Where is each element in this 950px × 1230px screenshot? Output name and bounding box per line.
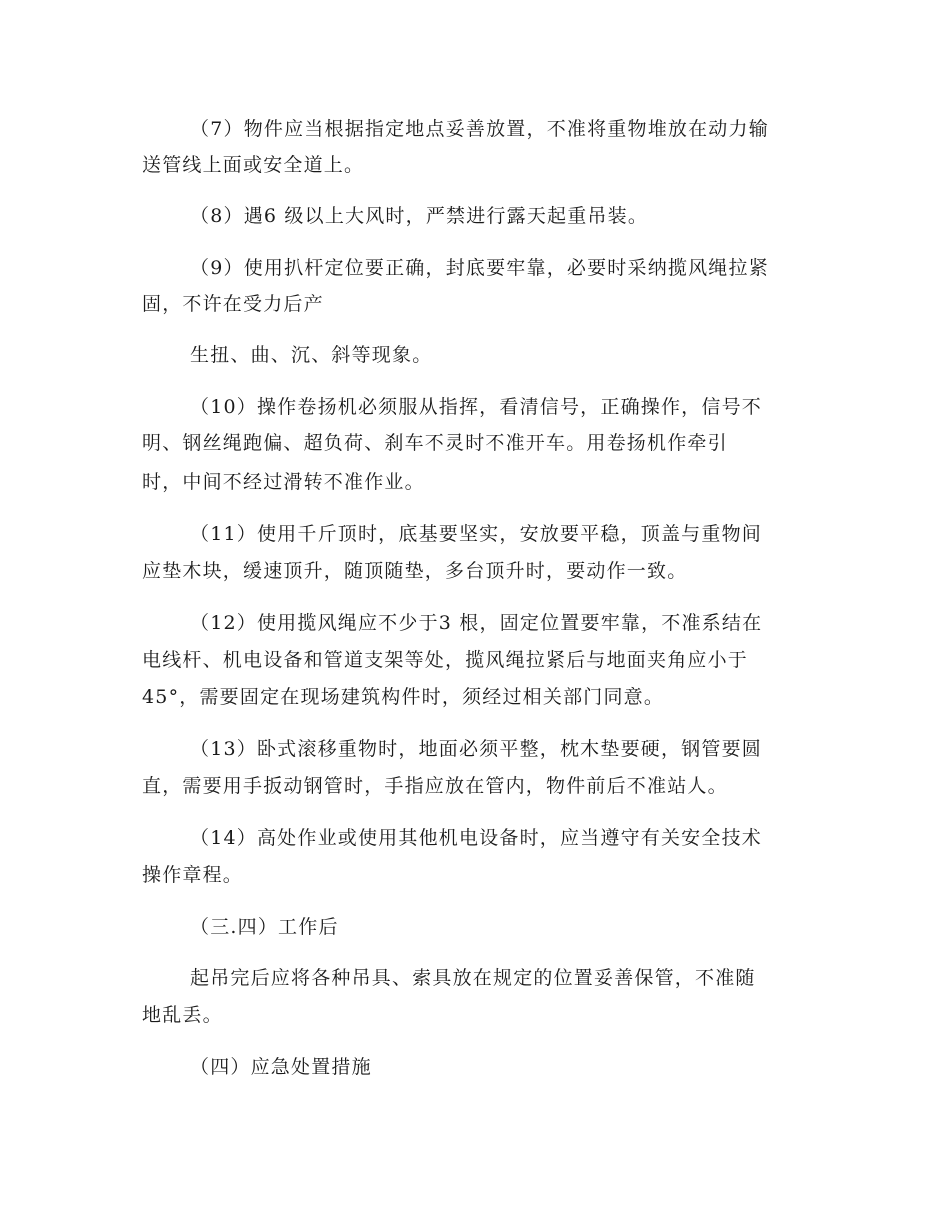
paragraph-14-line-1: （14）高处作业或使用其他机电设备时，应当遵守有关安全技术 [190,827,762,849]
section-heading-emergency: （四）应急处置措施 [190,1056,372,1078]
paragraph-11-line-2: 应垫木块，缓速顶升，随顶随垫，多台顶升时，要动作一致。 [142,560,688,582]
paragraph-9-line-1: （9）使用扒杆定位要正确，封底要牢靠，必要时采纳揽风绳拉紧 [190,257,769,279]
paragraph-10-line-1: （10）操作卷扬机必须服从指挥，看清信号，正确操作，信号不 [190,396,762,418]
paragraph-14-line-2: 操作章程。 [142,864,244,886]
paragraph-13-line-2: 直，需要用手扳动钢管时，手指应放在管内，物件前后不准站人。 [142,775,728,797]
paragraph-10-line-3: 时，中间不经过滑转不准作业。 [142,471,425,493]
paragraph-7-line-1: （7）物件应当根据指定地点妥善放置，不准将重物堆放在动力输 [190,118,769,140]
paragraph-12-line-2: 电线杆、机电设备和管道支架等处，揽风绳拉紧后与地面夹角应小于 [142,649,749,671]
after-work-line-2: 地乱丢。 [142,1004,223,1026]
section-heading-after-work: （三.四）工作后 [190,916,339,938]
paragraph-9-continuation: 生扭、曲、沉、斜等现象。 [190,344,433,366]
paragraph-9-line-2: 固，不许在受力后产 [142,293,324,315]
paragraph-13-line-1: （13）卧式滚移重物时，地面必须平整，枕木垫要硬，钢管要圆 [190,738,762,760]
paragraph-12-line-1: （12）使用揽风绳应不少于3 根，固定位置要牢靠，不准系结在 [190,612,763,634]
paragraph-8-line-1: （8）遇6 级以上大风时，严禁进行露天起重吊装。 [190,205,649,227]
paragraph-12-line-3: 45°，需要固定在现场建筑构件时，须经过相关部门同意。 [142,686,665,708]
after-work-line-1: 起吊完后应将各种吊具、索具放在规定的位置妥善保管，不准随 [190,967,756,989]
paragraph-11-line-1: （11）使用千斤顶时，底基要坚实，安放要平稳，顶盖与重物间 [190,523,762,545]
paragraph-10-line-2: 明、钢丝绳跑偏、超负荷、刹车不灵时不准开车。用卷扬机作牵引 [142,432,728,454]
paragraph-7-line-2: 送管线上面或安全道上。 [142,154,365,176]
